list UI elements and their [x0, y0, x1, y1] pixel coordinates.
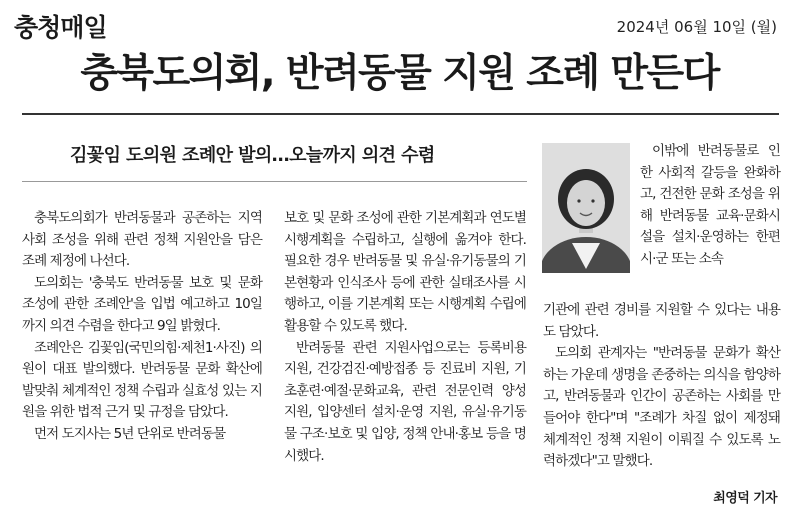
paragraph: 기관에 관련 경비를 지원할 수 있다는 내용도 담았다. [543, 302, 780, 340]
subheadline-rule [22, 181, 527, 182]
paragraph: 먼저 도지사는 5년 단위로 반려동물 [34, 425, 226, 442]
publication-date: 2024년 06월 10일 (월) [616, 18, 777, 36]
portrait-photo-graphic [542, 143, 630, 273]
paragraph: 반려동물 관련 지원사업으로는 등록비용 지원, 건강검진·예방접종 등 진료비 지원, 기초훈련·예절·문화교육, 관련 전문인력 양성 지원, 입양센터 설치·운영 지원, 유실·유기동물 구조·보호 및 입양, 정책 안내·홍보 등을 명시했다. [284, 339, 526, 464]
article-column-3-top [640, 141, 780, 271]
article-column-1 [22, 208, 262, 446]
subheadline: 김꽃임 도의원 조례안 발의…오늘까지 의견 수렴 [70, 145, 435, 166]
paragraph: 충북도의회가 반려동물과 공존하는 지역사회 조성을 위해 관련 정책 지원안을 담은 조례 제정에 나선다. [22, 210, 262, 270]
article-column-3 [543, 300, 780, 473]
paragraph: 도의회 관계자는 "반려동물 문화가 확산하는 가운데 생명을 존중하는 의식을 함양하고, 반려동물과 인간이 공존하는 사회를 만들어야 한다"며 "조례가 차질 없이 제정돼 체계적인 정책 지원이 이뤄질 수 있도록 노력하겠다"고 말했다. [543, 345, 780, 470]
article-column-2 [284, 208, 526, 467]
paragraph: 조례안은 김꽃임(국민의힘·제천1·사진) 의원이 대표 발의했다. 반려동물 문화 확산에 발맞춰 체계적인 정책 수립과 실효성 있는 지원을 위한 법적 근거 및 규정을 담았다. [22, 339, 262, 421]
byline: 최영덕 기자 [713, 491, 777, 506]
headline-rule [22, 113, 779, 115]
paragraph: 도의회는 '충북도 반려동물 보호 및 문화 조성에 관한 조례안'을 입법 예고하고 10일까지 의견 수렴을 한다고 9일 밝혔다. [22, 274, 262, 334]
masthead: 충청매일 [14, 13, 107, 42]
portrait-photo-icon [542, 143, 630, 273]
paragraph: 보호 및 문화 조성에 관한 기본계획과 연도별 시행계획을 수립하고, 실행에 옮겨야 한다. 필요한 경우 반려동물 및 유실·유기동물의 기본현황과 인식조사 등에 관한 실태조사를 시행하고, 이를 기본계획 또는 시행계획 수립에 활용할 수 있도록 했다. [284, 210, 526, 334]
paragraph: 이밖에 반려동물로 인한 사회적 갈등을 완화하고, 건전한 문화 조성을 위해 반려동물 교육·문화시설을 설치·운영하는 한편 시·군 또는 소속 [640, 143, 780, 267]
headline: 충북도의회, 반려동물 지원 조례 만든다 [80, 51, 719, 96]
